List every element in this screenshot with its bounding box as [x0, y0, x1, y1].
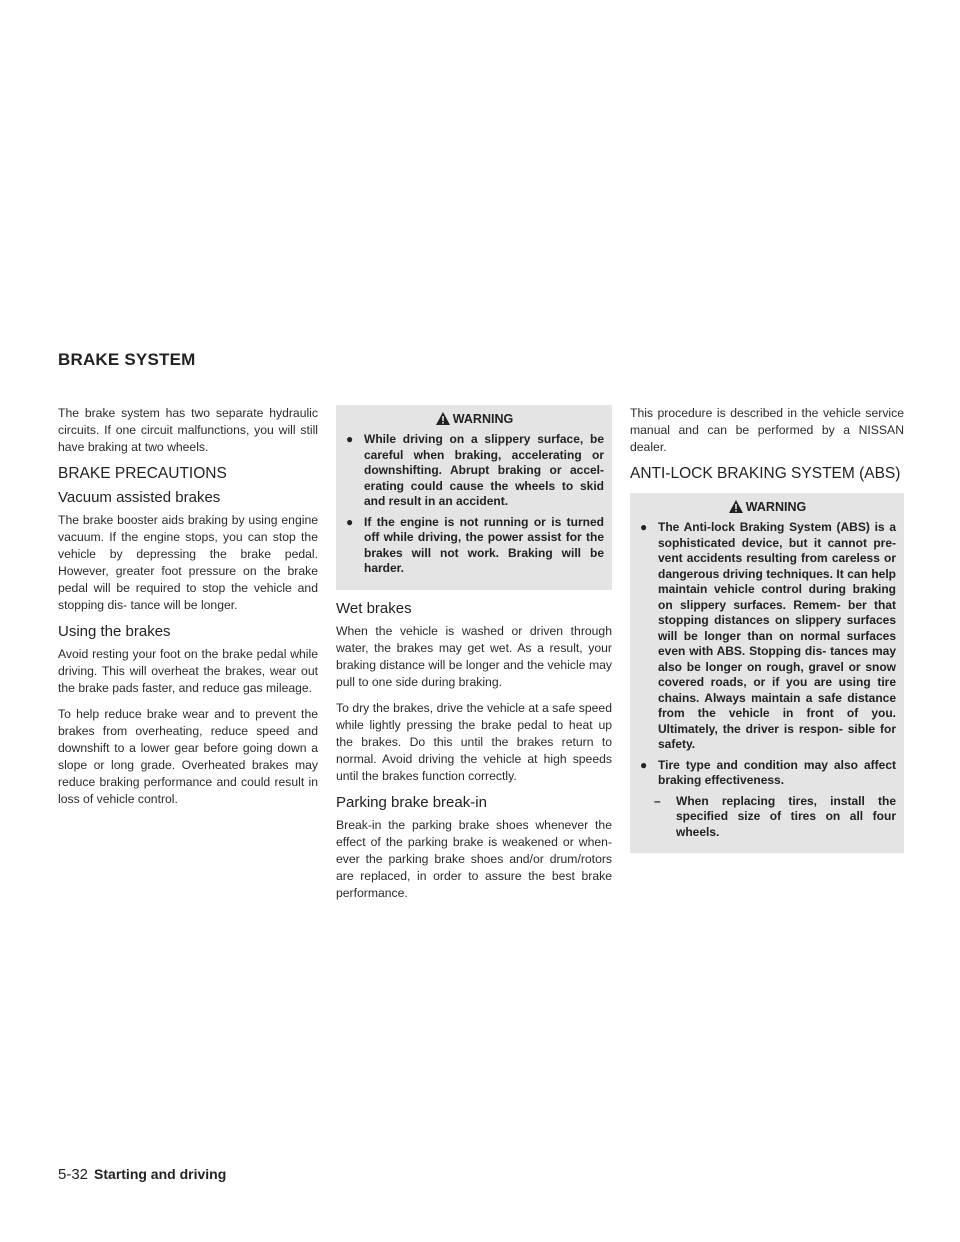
paragraph-using-1: Avoid resting your foot on the brake pedal while driving. This will overheat the brakes, wear out the brake pads faster, and reduce gas mileage.	[58, 647, 318, 695]
page-number: 5-32	[58, 1166, 89, 1183]
warning-triangle-icon	[435, 411, 451, 426]
warning-header	[344, 411, 604, 426]
warning-triangle-icon	[728, 499, 744, 514]
warning-header	[638, 499, 896, 514]
column-2	[336, 405, 612, 911]
dash-icon: –	[654, 793, 661, 808]
page-footer	[58, 1166, 226, 1183]
chapter-title: Starting and driving	[94, 1166, 227, 1182]
paragraph-using-2: To help reduce brake wear and to prevent the brakes from overheating, reduce speed and downshift to a lower gear before going down a slope or long grade. Overheated brakes may reduce braking performance and could result in loss of vehicle control.	[58, 707, 318, 806]
warning-label: WARNING	[452, 412, 514, 426]
heading-abs: ANTI-LOCK BRAKING SYSTEM (ABS)	[630, 465, 901, 482]
warning-list	[638, 520, 896, 840]
intro-paragraph: The brake system has two separate hydraulic circuits. If one circuit malfunctions, you will still have braking at two wheels.	[58, 406, 318, 454]
heading-parking-brake-break-in: Parking brake break-in	[336, 793, 487, 811]
warning-item: ● The Anti-lock Braking System (ABS) is a sophisticated device, but it cannot pre- vent accidents resulting from careless or dangerous driving techniques. It can help maintain vehicle control during braking on slippery surfaces. Remem- ber that stopping distances on slippery surfaces will be longer than on normal surfaces even with ABS. Stopping dis- tances may also be longer on rough, gravel or snow covered roads, or if you are using tire chains. Always maintain a safe distance from the vehicle in front of you. Ultimately, the driver is respon- sible for safety.	[640, 520, 896, 751]
heading-wet-brakes: Wet brakes	[336, 599, 412, 617]
paragraph-wet-2: To dry the brakes, drive the vehicle at a safe speed while lightly pressing the brake pedal to heat up the brakes. Do this until the brakes return to normal. Avoid driving the vehicle at high speeds until the brakes function correctly.	[336, 700, 612, 783]
paragraph-parking: Break-in the parking brake shoes whenever the effect of the parking brake is weakened or when- ever the parking brake shoes and/or drum/rotors are replaced, in order to assure the best brake performance.	[336, 817, 612, 900]
bullet-icon: ●	[640, 757, 648, 772]
warning-box-brakes	[336, 405, 612, 590]
warning-label: WARNING	[745, 500, 807, 514]
warning-subitem: – When replacing tires, install the specified size of tires on all four wheels.	[654, 793, 896, 839]
heading-using-the-brakes: Using the brakes	[58, 623, 171, 640]
section-title: BRAKE SYSTEM	[58, 350, 196, 369]
warning-item: ● If the engine is not running or is turned off while driving, the power assist for the brakes will not work. Braking will be harder.	[346, 514, 604, 575]
warning-item: ● Tire type and condition may also affect braking effectiveness.	[640, 757, 896, 787]
paragraph-service: This procedure is described in the vehicle service manual and can be performed by a NISSAN dealer.	[630, 406, 904, 454]
column-1	[58, 405, 318, 817]
paragraph-wet-1: When the vehicle is washed or driven through water, the brakes may get wet. As a result, your braking distance will be longer and the vehicle may pull to one side during braking.	[336, 623, 612, 689]
bullet-icon: ●	[346, 514, 354, 529]
heading-brake-precautions: BRAKE PRECAUTIONS	[58, 465, 227, 482]
warning-list	[344, 432, 604, 577]
heading-vacuum-assisted-brakes: Vacuum assisted brakes	[58, 489, 221, 506]
paragraph-vacuum: The brake booster aids braking by using engine vacuum. If the engine stops, you can stop the vehicle by depressing the brake pedal. However, greater foot pressure on the brake pedal will be required to stop the vehicle and stopping dis- tance will be longer.	[58, 513, 318, 612]
bullet-icon: ●	[346, 432, 354, 446]
column-3	[630, 405, 904, 863]
bullet-icon: ●	[640, 520, 648, 534]
warning-box-abs	[630, 493, 904, 853]
warning-item: ● While driving on a slippery surface, be careful when braking, accelerating or downshifting. Abrupt braking or accel- erating could cause the wheels to skid and result in an accident.	[346, 432, 604, 508]
